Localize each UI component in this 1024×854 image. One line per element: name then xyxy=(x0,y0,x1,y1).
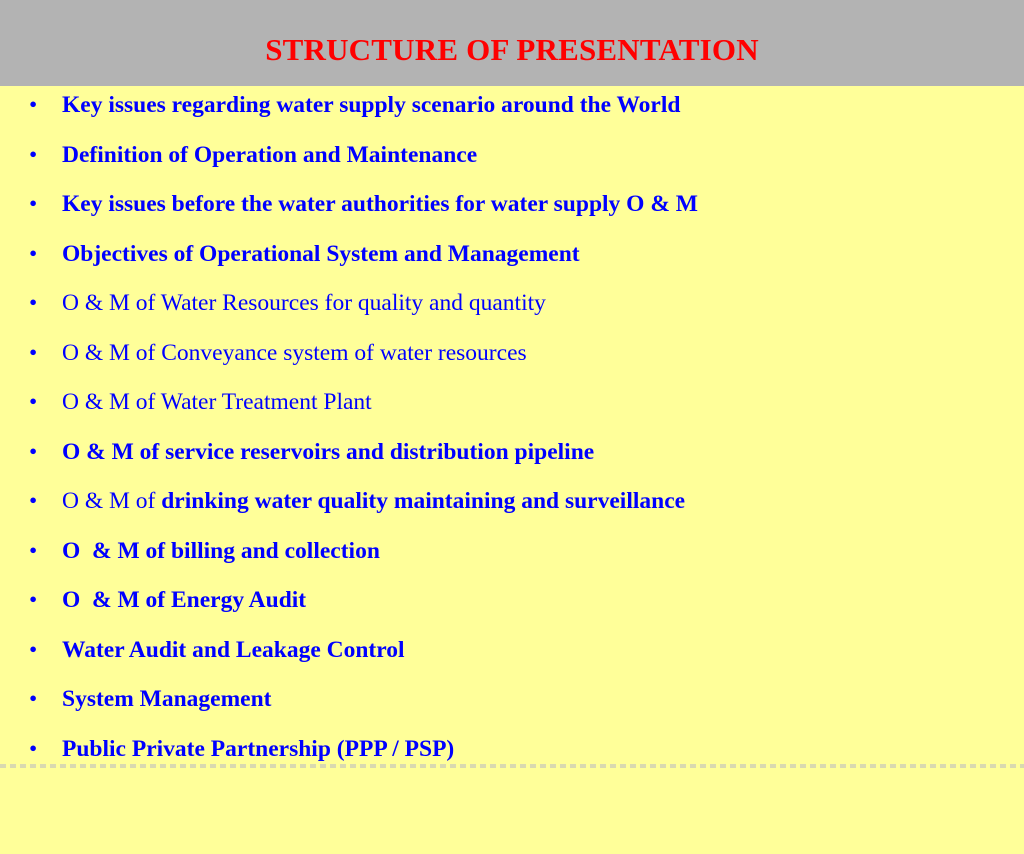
bullet-normal-text: O & M of xyxy=(62,488,162,514)
bullet-text xyxy=(62,536,380,566)
bullet-item-1 xyxy=(0,90,1024,140)
bullet-item-9 xyxy=(0,486,1024,536)
bullet-text xyxy=(62,189,698,219)
bullet-dot-icon: • xyxy=(29,290,38,316)
bullet-bold-text: System Management xyxy=(62,686,272,712)
bullet-dot-icon: • xyxy=(29,587,38,613)
bullet-text xyxy=(62,338,527,368)
bullet-text xyxy=(62,486,685,516)
bullet-item-5 xyxy=(0,288,1024,338)
bullet-dot-icon: • xyxy=(29,240,38,267)
bullet-text xyxy=(62,684,272,714)
bullet-bold-text: O & M of billing and collection xyxy=(62,537,380,564)
bullet-normal-text: O & M of Water Treatment Plant xyxy=(62,389,372,415)
bullet-item-8 xyxy=(0,437,1024,487)
bullet-text xyxy=(62,288,546,318)
bullet-item-4 xyxy=(0,239,1024,289)
bullet-item-7 xyxy=(0,387,1024,437)
bullet-bold-text: Objectives of Operational System and Management xyxy=(62,240,580,267)
bullet-bold-text: drinking water quality maintaining and surveillance xyxy=(161,488,686,514)
bullet-dot-icon: • xyxy=(29,537,38,564)
bullet-dot-icon: • xyxy=(29,141,38,168)
bullet-text xyxy=(62,140,477,170)
bullet-dot-icon: • xyxy=(29,339,38,366)
bullet-item-10 xyxy=(0,536,1024,586)
bullet-text xyxy=(62,239,580,269)
bullet-dot-icon: • xyxy=(29,389,38,415)
bullet-item-6 xyxy=(0,338,1024,388)
bullet-dot-icon: • xyxy=(29,92,38,118)
bullet-bold-text: O & M of service reservoirs and distribution pipeline xyxy=(62,438,595,465)
bullet-normal-text: O & M of Water Resources for quality and quantity xyxy=(62,290,546,316)
bullet-item-13 xyxy=(0,684,1024,734)
bullet-normal-text: O & M of Conveyance system of water resources xyxy=(62,339,527,366)
bullet-item-14 xyxy=(0,734,1024,784)
bullet-dot-icon: • xyxy=(29,438,38,465)
bullet-list xyxy=(0,90,1024,783)
bullet-bold-text: Definition of Operation and Maintenance xyxy=(62,141,478,168)
bullet-dot-icon: • xyxy=(29,636,38,663)
bullet-bold-text: Key issues regarding water supply scenario around the World xyxy=(62,92,681,118)
bullet-item-11 xyxy=(0,585,1024,635)
bullet-text xyxy=(62,734,454,764)
bullet-bold-text: Public Private Partnership (PPP / PSP) xyxy=(62,735,455,762)
bullet-item-3 xyxy=(0,189,1024,239)
title-bar xyxy=(0,0,1024,86)
slide-title: STRUCTURE OF PRESENTATION xyxy=(265,32,759,67)
bullet-text xyxy=(62,635,405,665)
bullet-text xyxy=(62,585,306,615)
bullet-dot-icon: • xyxy=(29,488,38,514)
bullet-item-2 xyxy=(0,140,1024,190)
bullet-item-12 xyxy=(0,635,1024,685)
bullet-text xyxy=(62,437,594,467)
bullet-dot-icon: • xyxy=(29,686,38,712)
slide-bottom-border xyxy=(0,764,1024,768)
bullet-text xyxy=(62,90,680,120)
bullet-bold-text: Key issues before the water authorities for water supply O & M xyxy=(62,191,698,217)
bullet-dot-icon: • xyxy=(29,735,38,762)
bullet-dot-icon: • xyxy=(29,191,38,217)
bullet-bold-text: O & M of Energy Audit xyxy=(62,587,307,613)
bullet-bold-text: Water Audit and Leakage Control xyxy=(62,636,405,663)
bullet-text xyxy=(62,387,372,417)
